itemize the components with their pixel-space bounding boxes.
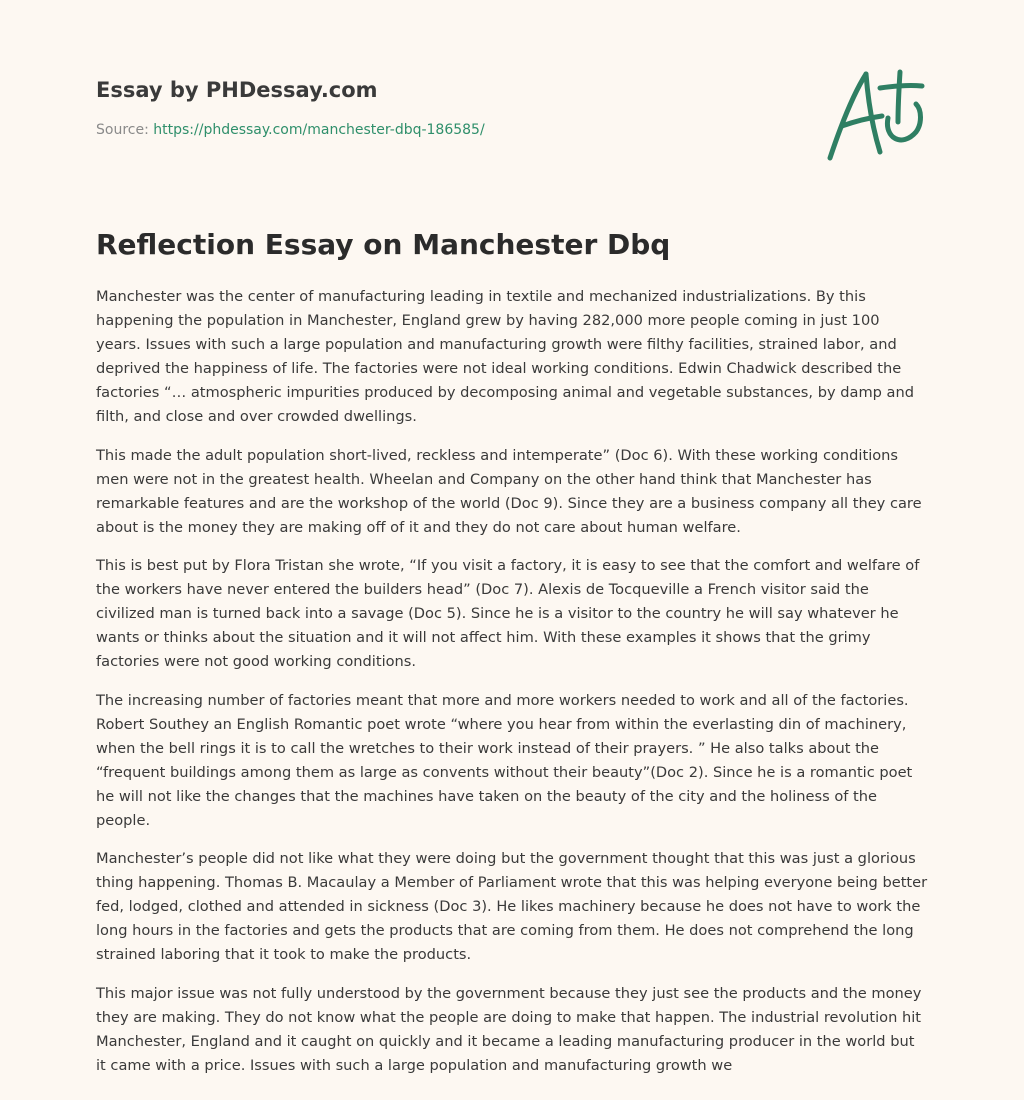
page-header — [96, 76, 736, 140]
source-line — [96, 120, 736, 140]
essay-body — [96, 285, 928, 1092]
source-link[interactable]: https://phdessay.com/manchester-dbq-186585/ — [153, 122, 485, 138]
essay-paragraph: This is best put by Flora Tristan she wrote, “If you visit a factory, it is easy to see that the comfort and welfare of the workers have never entered the builders head” (Doc 7). Alexis de Tocqueville a French visitor said the civilized man is turned back into a savage (Doc 5). Since he is a visitor to the country he will say whatever he wants or thinks about the situation and it will not affect him. With these examples it shows that the grimy factories were not good working conditions. — [96, 557, 920, 670]
essay-paragraph: This major issue was not fully understood by the government because they just see the products and the money they are making. They do not know what the people are doing to make that happen. The industrial revolution hit Manchester, England and it caught on quickly and it became a leading manufacturing producer in the world but it came with a price. Issues with such a large population and manufacturing growth we — [96, 984, 922, 1074]
essay-paragraph: The increasing number of factories meant that more and more workers needed to work and all of the factories. Robert Southey an English Romantic poet wrote “where you hear from within the everlasting din of machinery, when the bell rings it is to call the wretches to their work instead of their prayers. ” He also talks about the “frequent buildings among them as large as convents without their beauty”(Doc 2). Since he is a romantic poet he will not like the changes that the machines have taken on the beauty of the city and the holiness of the people. — [96, 691, 913, 829]
essay-paragraph: Manchester was the center of manufacturing leading in textile and mechanized industrializations. By this happening the population in Manchester, England grew by having 282,000 more people coming in just 100 years. Issues with such a large population and manufacturing growth were filthy facilities, strained labor, and deprived the happiness of life. The factories were not ideal working conditions. Edwin Chadwick described the factories “… atmospheric impurities produced by decomposing animal and vegetable substances, by damp and filth, and close and over crowded dwellings. — [96, 288, 915, 425]
source-label: Source: — [96, 122, 154, 138]
site-title: Essay by PHDessay.com — [96, 78, 378, 102]
essay-paragraph: This made the adult population short-lived, reckless and intemperate” (Doc 6). With these working conditions men were not in the greatest health. Wheelan and Company on the other hand think that Manchester has remarkable features and are the workshop of the world (Doc 9). Since they are a business company all they care about is the money they are making off of it and they do not care about human welfare. — [96, 446, 922, 536]
essay-title: Reflection Essay on Manchester Dbq — [96, 228, 671, 261]
essay-paragraph: Manchester’s people did not like what they were doing but the government thought that this was just a glorious thing happening. Thomas B. Macaulay a Member of Parliament wrote that this was helping everyone being better fed, lodged, clothed and attended in sickness (Doc 3). He likes machinery because he does not have to work the long hours in the factories and gets the products that are coming from them. He does not comprehend the long strained laboring that it took to make the products. — [96, 850, 928, 963]
a-plus-logo-icon — [822, 66, 928, 166]
